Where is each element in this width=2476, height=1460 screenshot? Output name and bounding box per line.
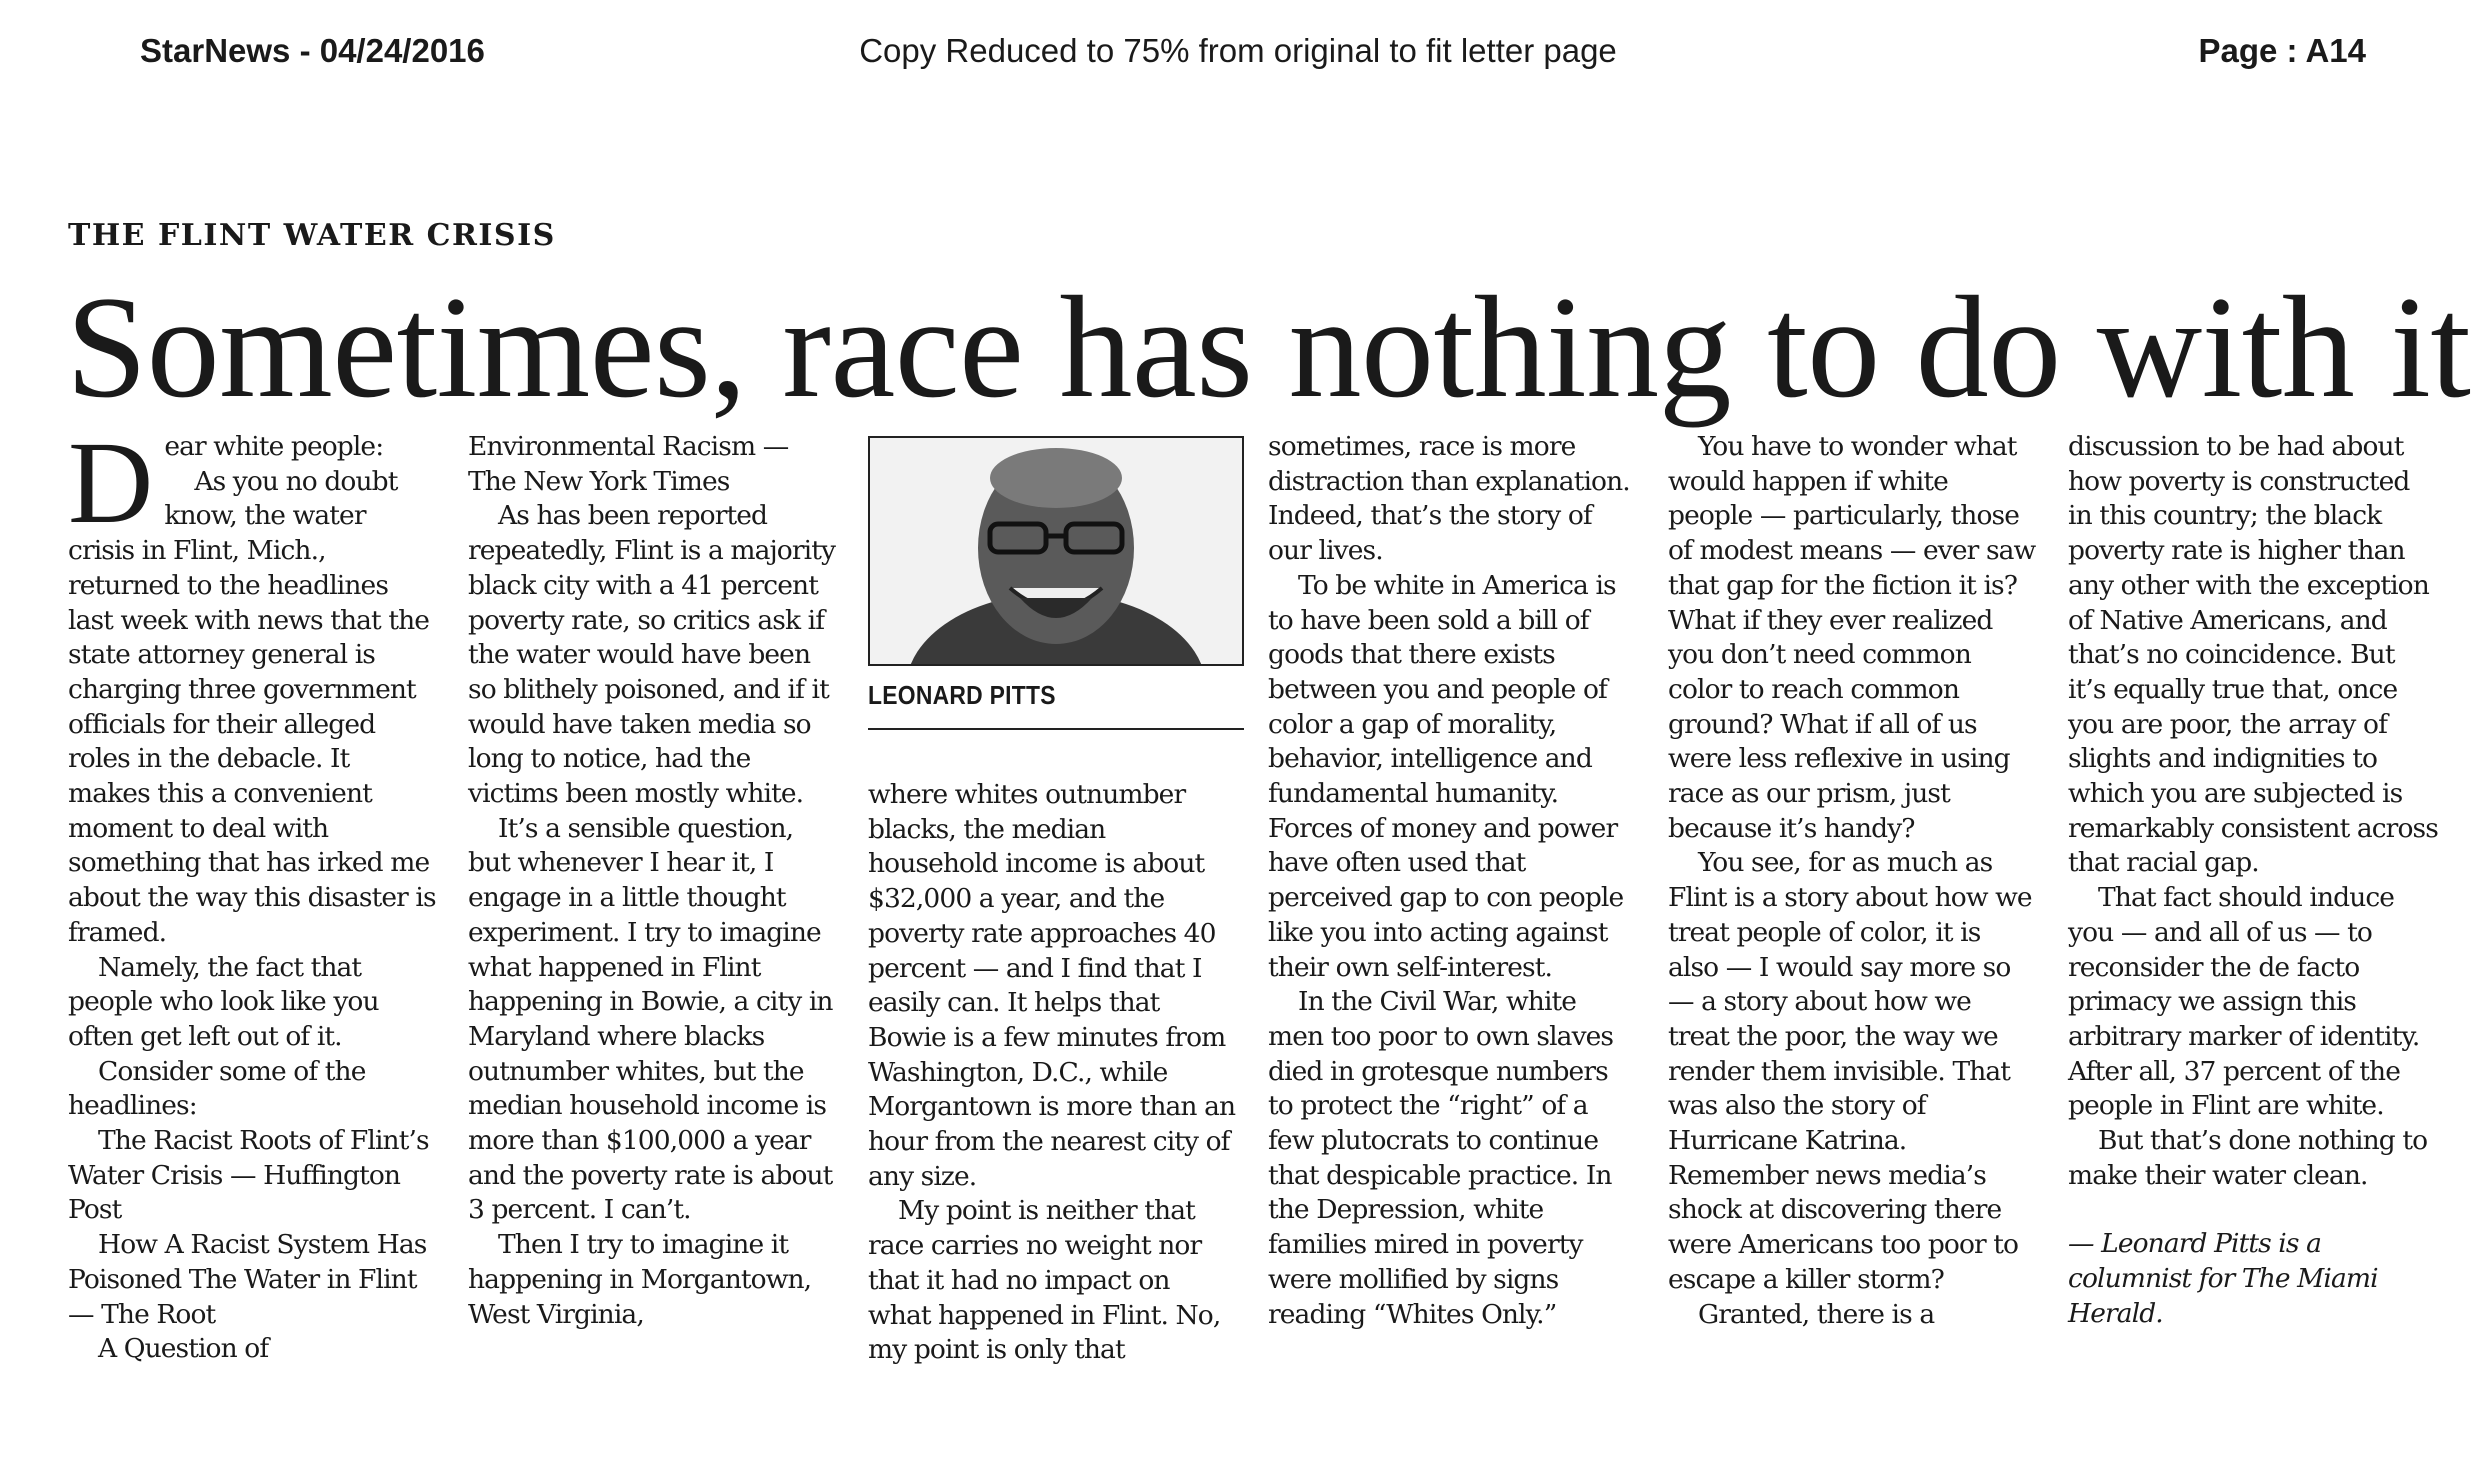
article-column-6 (2068, 430, 2438, 1332)
paragraph: Granted, there is a (1698, 1298, 1935, 1330)
article-column-4 (1268, 430, 1638, 1332)
paragraph: How A Racist System Has Poisoned The Water in Flint — The Root (68, 1229, 427, 1330)
author-photo (868, 436, 1244, 666)
paragraph: discussion to be had about how poverty is constructed in this country; the black poverty rate is higher than any other with the exception of Native Americans, and that’s no coincidence. But it’s equally true that, once you are poor, the array of slights and indignities to which you are subjected is remarkably consistent across that racial gap. (2068, 431, 2438, 879)
paragraph: Environmental Racism — The New York Times (468, 431, 789, 497)
paragraph: The Racist Roots of Flint’s Water Crisis — Huffington Post (68, 1125, 429, 1226)
section-kicker: THE FLINT WATER CRISIS (68, 218, 556, 253)
paragraph: As has been reported repeatedly, Flint is a majority black city with a 41 percent poverty rate, so critics ask if the water would have been so blithely poisoned, and if it would have taken media so long to notice, had the victims been mostly white. (468, 500, 836, 810)
paragraph: To be white in America is to have been sold a bill of goods that there exists between you and people of color a gap of morality, behavior, intelligence and fundamental humanity. Forces of money and power have often used that perceived gap to con people like you into acting against their own self-interest. (1268, 569, 1624, 983)
paragraph: It’s a sensible question, but whenever I hear it, I engage in a little thought experiment. I try to imagine what happened in Flint happening in Bowie, a city in Maryland where blacks outnumber whites, but the median household income is more than $100,000 a year and the poverty rate is about 3 percent. I can’t. (468, 812, 833, 1226)
article-column-5 (1668, 430, 2038, 1332)
paragraph: Then I try to imagine it happening in Morgantown, West Virginia, (468, 1229, 812, 1330)
article-column-1 (68, 417, 438, 1367)
reduction-note: Copy Reduced to 75% from original to fit letter page (859, 32, 1617, 69)
paragraph: Namely, the fact that people who look like you often get left out of it. (68, 951, 379, 1052)
divider (868, 728, 1244, 730)
paragraph: But that’s done nothing to make their water clean. (2068, 1125, 2428, 1191)
byline: LEONARD PITTS (868, 680, 1056, 710)
portrait-illustration (870, 438, 1242, 664)
paragraph: As you no doubt know, the water crisis in Flint, Mich., returned to the headlines last week with news that the state attorney general is charging three government officials for their alleged roles in the debacle. It makes this a convenient moment to deal with something that has irked me about the way this disaster is framed. (68, 465, 436, 948)
article-column-3 (868, 778, 1238, 1368)
paragraph (68, 417, 438, 548)
paragraph: A Question of (98, 1333, 269, 1365)
paragraph: You have to wonder what would happen if white people — particularly, those of modest means — ever saw that gap for the fiction it is? What if they ever realized you don’t need common color to reach common ground? What if all of us were less reflexive in using race as our prism, just because it’s handy? (1668, 431, 2036, 844)
source-date: StarNews - 04/24/2016 (140, 32, 485, 69)
paragraph: That fact should induce you — and all of us — to reconsider the de facto primacy we assign this arbitrary marker of identity. After all, 37 percent of the people in Flint are white. (2068, 882, 2420, 1122)
clipping-header (0, 32, 2476, 82)
salutation: ear white people: (164, 431, 384, 462)
paragraph: Consider some of the headlines: (68, 1055, 366, 1122)
paragraph: In the Civil War, white men too poor to own slaves died in grotesque numbers to protect the “right” of a few plutocrats to continue that despicable practice. In the Depression, white families mired in poverty were mollified by signs reading “Whites Only.” (1268, 986, 1614, 1330)
article-column-2 (468, 430, 838, 1332)
paragraph: where whites outnumber blacks, the median household income is about $32,000 a year, and the poverty rate approaches 40 percent — and I find that I easily can. It helps that Bowie is a few minutes from Washington, D.C., while Morgantown is more than an hour from the nearest city of any size. (868, 779, 1236, 1192)
author-signature: — Leonard Pitts is a columnist for The Miami Herald. (2068, 1228, 2378, 1329)
headline: Sometimes, race has nothing to do with it (66, 266, 2471, 428)
paragraph: sometimes, race is more distraction than explanation. Indeed, that’s the story of our lives. (1268, 431, 1630, 567)
paragraph: My point is neither that race carries no weight nor that it had no impact on what happened in Flint. No, my point is only that (868, 1195, 1221, 1366)
drop-cap: D (68, 417, 153, 548)
paragraph: You see, for as much as Flint is a story about how we treat people of color, it is also — I would say more so — a story about how we treat the poor, the way we render them invisible. That was also the story of Hurricane Katrina. Remember news media’s shock at discovering there were Americans too poor to escape a killer storm? (1668, 847, 2032, 1295)
page-number: Page : A14 (2198, 32, 2366, 69)
